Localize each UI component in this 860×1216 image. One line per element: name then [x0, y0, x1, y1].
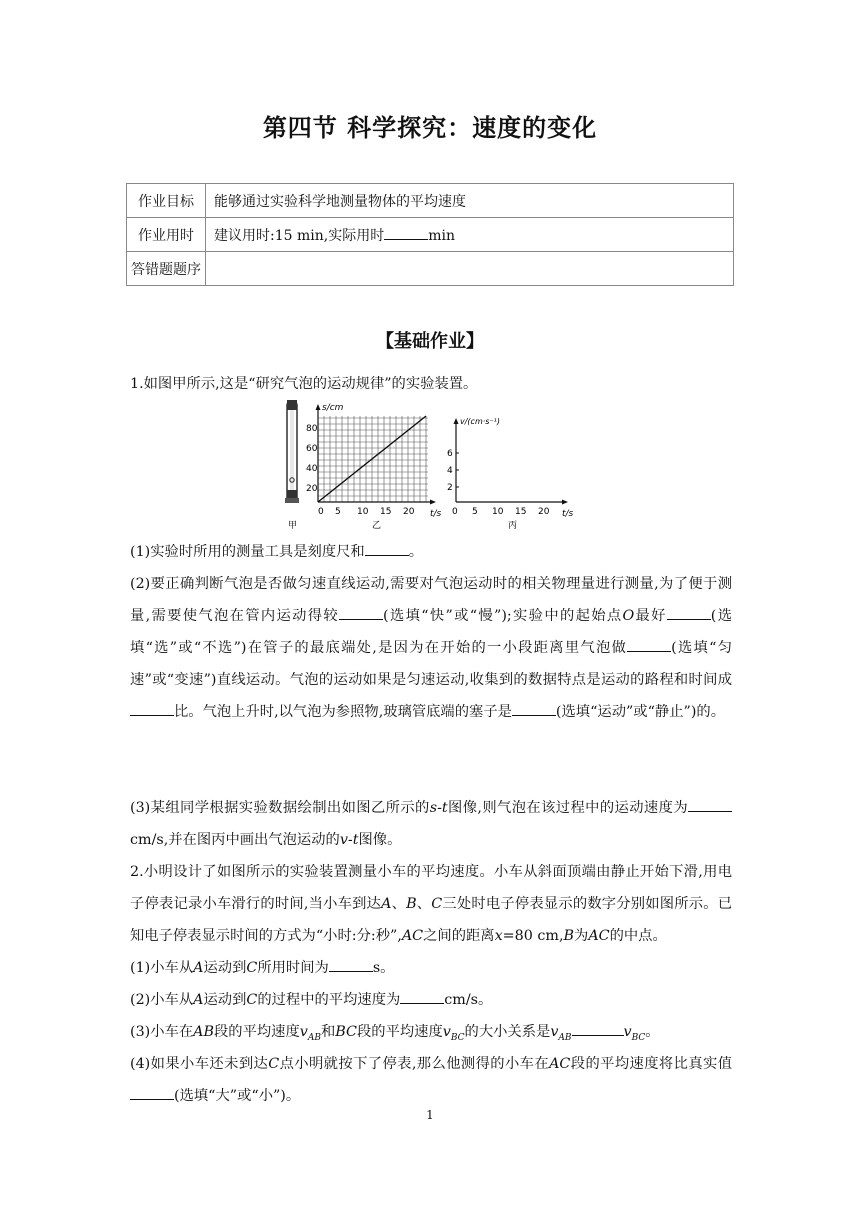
st-xtick: 10	[357, 507, 369, 517]
table-value	[206, 252, 734, 286]
q2-part1-text: 运动到	[203, 960, 247, 976]
answer-blank[interactable]	[400, 989, 444, 1004]
page-number: 1	[426, 1108, 434, 1122]
st-ytick: 40	[306, 464, 318, 474]
point-c: C	[246, 992, 258, 1008]
subscript-ab: AB	[307, 1032, 321, 1043]
st-xtick: 5	[335, 507, 341, 517]
answer-blank[interactable]	[667, 605, 711, 620]
var-v: v	[623, 1024, 632, 1040]
vt-xtick: 0	[452, 507, 458, 517]
q2-part3-text: 段的平均速度	[357, 1024, 443, 1040]
q2-part2	[130, 984, 732, 1016]
answer-blank[interactable]	[130, 1085, 174, 1100]
table-label: 作业用时	[127, 218, 206, 252]
st-graph	[316, 404, 437, 505]
q1-part1	[130, 536, 732, 568]
var-v: v	[299, 1024, 308, 1040]
separator: 、	[416, 896, 432, 912]
subscript-bc: BC	[631, 1032, 646, 1043]
q2-stem-text: 的中点。	[609, 928, 667, 944]
q2-part3-text: 和	[320, 1024, 336, 1040]
q2-part4-text: (4)如果小车还未到达	[130, 1056, 269, 1072]
segment-ac: AC	[549, 1056, 571, 1072]
q1-part1-end: 。	[408, 544, 423, 560]
st-ytick: 80	[306, 424, 318, 434]
answer-blank[interactable]	[329, 957, 373, 972]
vt-ytick: 4	[447, 466, 453, 476]
vt-ylabel: v/(cm·s⁻¹)	[460, 417, 501, 426]
point-b: B	[563, 928, 575, 944]
q1-figure	[280, 396, 580, 532]
var-v: v	[442, 1024, 451, 1040]
segment-ab: AB	[193, 1024, 214, 1040]
var-v: v	[550, 1024, 559, 1040]
vt-xlabel: t/s	[562, 509, 574, 519]
point-c: C	[431, 896, 443, 912]
table-value: 能够通过实验科学地测量物体的平均速度	[206, 184, 734, 218]
st-ytick: 20	[306, 484, 318, 494]
st-xtick: 20	[403, 507, 415, 517]
q1-part3-text: 图像,则气泡在该过程中的运动速度为	[447, 800, 689, 816]
q1-part2	[130, 568, 732, 728]
time-prefix: 建议用时:15 min,实际用时	[214, 227, 385, 244]
tube-apparatus	[285, 400, 299, 503]
answer-blank[interactable]	[512, 701, 556, 716]
st-xtick: 15	[380, 507, 392, 517]
q2-part2-text: (2)小车从	[130, 992, 194, 1008]
label-bing: 丙	[508, 521, 518, 531]
point-a: A	[193, 992, 204, 1008]
q1-part2-text: (选填“选”或“不选”)在管子的最底端处,是因为在开始的一小段距离里气泡做	[130, 608, 733, 656]
table-label: 答错题题序	[127, 252, 206, 286]
table-label: 作业目标	[127, 184, 206, 218]
q1-part2-text: (选填“运动”或“静止”)的。	[555, 704, 725, 720]
table-value	[206, 218, 734, 252]
separator: 、	[391, 896, 407, 912]
segment-bc: BC	[335, 1024, 357, 1040]
point-a: A	[381, 896, 392, 912]
table-row	[127, 218, 734, 252]
answer-blank[interactable]	[130, 701, 174, 716]
q1-part3-text: 图像。	[358, 832, 402, 848]
q2-part4-text: 段的平均速度将比真实值	[570, 1056, 733, 1072]
answer-blank[interactable]	[627, 637, 671, 652]
vt-xtick: 15	[515, 507, 527, 517]
st-xlabel: t/s	[430, 509, 442, 519]
time-suffix: min	[428, 227, 455, 244]
q2-part4	[130, 1048, 732, 1112]
q2-part1-text: 所用时间为	[257, 960, 329, 976]
answer-blank[interactable]	[688, 797, 732, 812]
q1-part3	[130, 792, 732, 856]
segment-ac: AC	[401, 928, 424, 944]
vt-ytick: 2	[447, 483, 453, 493]
q2-part2-text: 的过程中的平均速度为	[257, 992, 401, 1008]
st-ylabel: s/cm	[322, 403, 344, 413]
answer-blank[interactable]	[384, 225, 428, 240]
q2-part3-text: 段的平均速度	[214, 1024, 300, 1040]
section-title: 【基础作业】	[376, 331, 484, 352]
label-jia: 甲	[288, 521, 298, 531]
q1-stem: 1.如图甲所示,这是“研究气泡的运动规律”的实验装置。	[130, 376, 478, 392]
point-b: B	[406, 896, 417, 912]
q1-part2-text: 最好	[634, 608, 667, 624]
table-row	[127, 252, 734, 286]
q1-part2-text: 比。气泡上升时,以气泡为参照物,玻璃管底端的塞子是	[174, 704, 512, 720]
st-term: s-t	[429, 800, 448, 816]
q1-part2-text: (选填“匀速”或“变速”)直线运动。气泡的运动如果是匀速运动,收集到的数据特点是运动的路程和时间成	[130, 640, 732, 688]
info-table	[126, 183, 734, 286]
table-row	[127, 184, 734, 218]
subscript-ab: AB	[558, 1032, 572, 1043]
page-title: 第四节 科学探究：速度的变化	[262, 114, 598, 142]
q1-part1-text: (1)实验时所用的测量工具是刻度尺和	[130, 544, 365, 560]
q2-part3-text: (3)小车在	[130, 1024, 194, 1040]
q2-part4-text: (选填“大”或“小”)。	[174, 1088, 301, 1104]
vt-graph	[454, 418, 569, 505]
vt-ytick: 6	[447, 449, 453, 459]
q2-part2-text: 运动到	[203, 992, 247, 1008]
q2-part1-text: (1)小车从	[130, 960, 194, 976]
vt-xtick: 5	[472, 507, 478, 517]
q2-part1-text: s。	[372, 960, 395, 976]
vt-term: v-t	[339, 832, 359, 848]
q2-stem-text: 之间的距离	[423, 928, 495, 944]
q2-part3-text: 的大小关系是	[464, 1024, 551, 1040]
segment-ac: AC	[588, 928, 610, 944]
vt-xtick: 10	[492, 507, 504, 517]
var-x: x	[494, 928, 503, 944]
q1-part2-text: (2)要正确判断气泡是否做匀速直线运动,需要对气泡运动时的相关物理量进行测量,为了便于测量,需要使气泡在管内运动得较	[130, 576, 732, 624]
q2-part4-text: 点小明就按下了停表,那么他测得的小车在	[279, 1056, 550, 1072]
q2-stem-text: 2.小明设计了如图所示的实验装置测量小车的平均速度。小车从斜面顶端由静止开始下滑,用电子停表记录小车滑行的时间,当小车到达	[130, 864, 732, 912]
q2-stem-text: 为	[574, 928, 589, 944]
st-xtick: 0	[318, 507, 324, 517]
answer-blank[interactable]	[339, 605, 383, 620]
point-o: O	[622, 608, 635, 624]
q2-part1	[130, 952, 732, 984]
q2-part2-text: cm/s。	[444, 992, 493, 1008]
q1-part2-text: (选填“快”或“慢”);实验中的起始点	[383, 608, 623, 624]
q2-stem	[130, 856, 732, 952]
subscript-bc: BC	[450, 1032, 465, 1043]
vt-xtick: 20	[538, 507, 550, 517]
q1-part3-text: (3)某组同学根据实验数据绘制出如图乙所示的	[130, 800, 430, 816]
answer-blank[interactable]	[365, 541, 409, 556]
st-ytick: 60	[306, 444, 318, 454]
q2-part3-text: 。	[645, 1024, 660, 1040]
label-yi: 乙	[372, 521, 382, 531]
point-c: C	[268, 1056, 280, 1072]
answer-blank[interactable]	[572, 1021, 624, 1036]
point-c: C	[246, 960, 258, 976]
q1-part3-text: cm/s,并在图丙中画出气泡运动的	[130, 832, 340, 848]
q2-stem-text: 三处时电子停表显示的数字分别如图所示。已知电子停表显示时间的方式为“小时:分:秒”,	[130, 896, 733, 944]
q2-stem-text: =80 cm,	[502, 928, 564, 944]
point-a: A	[193, 960, 204, 976]
